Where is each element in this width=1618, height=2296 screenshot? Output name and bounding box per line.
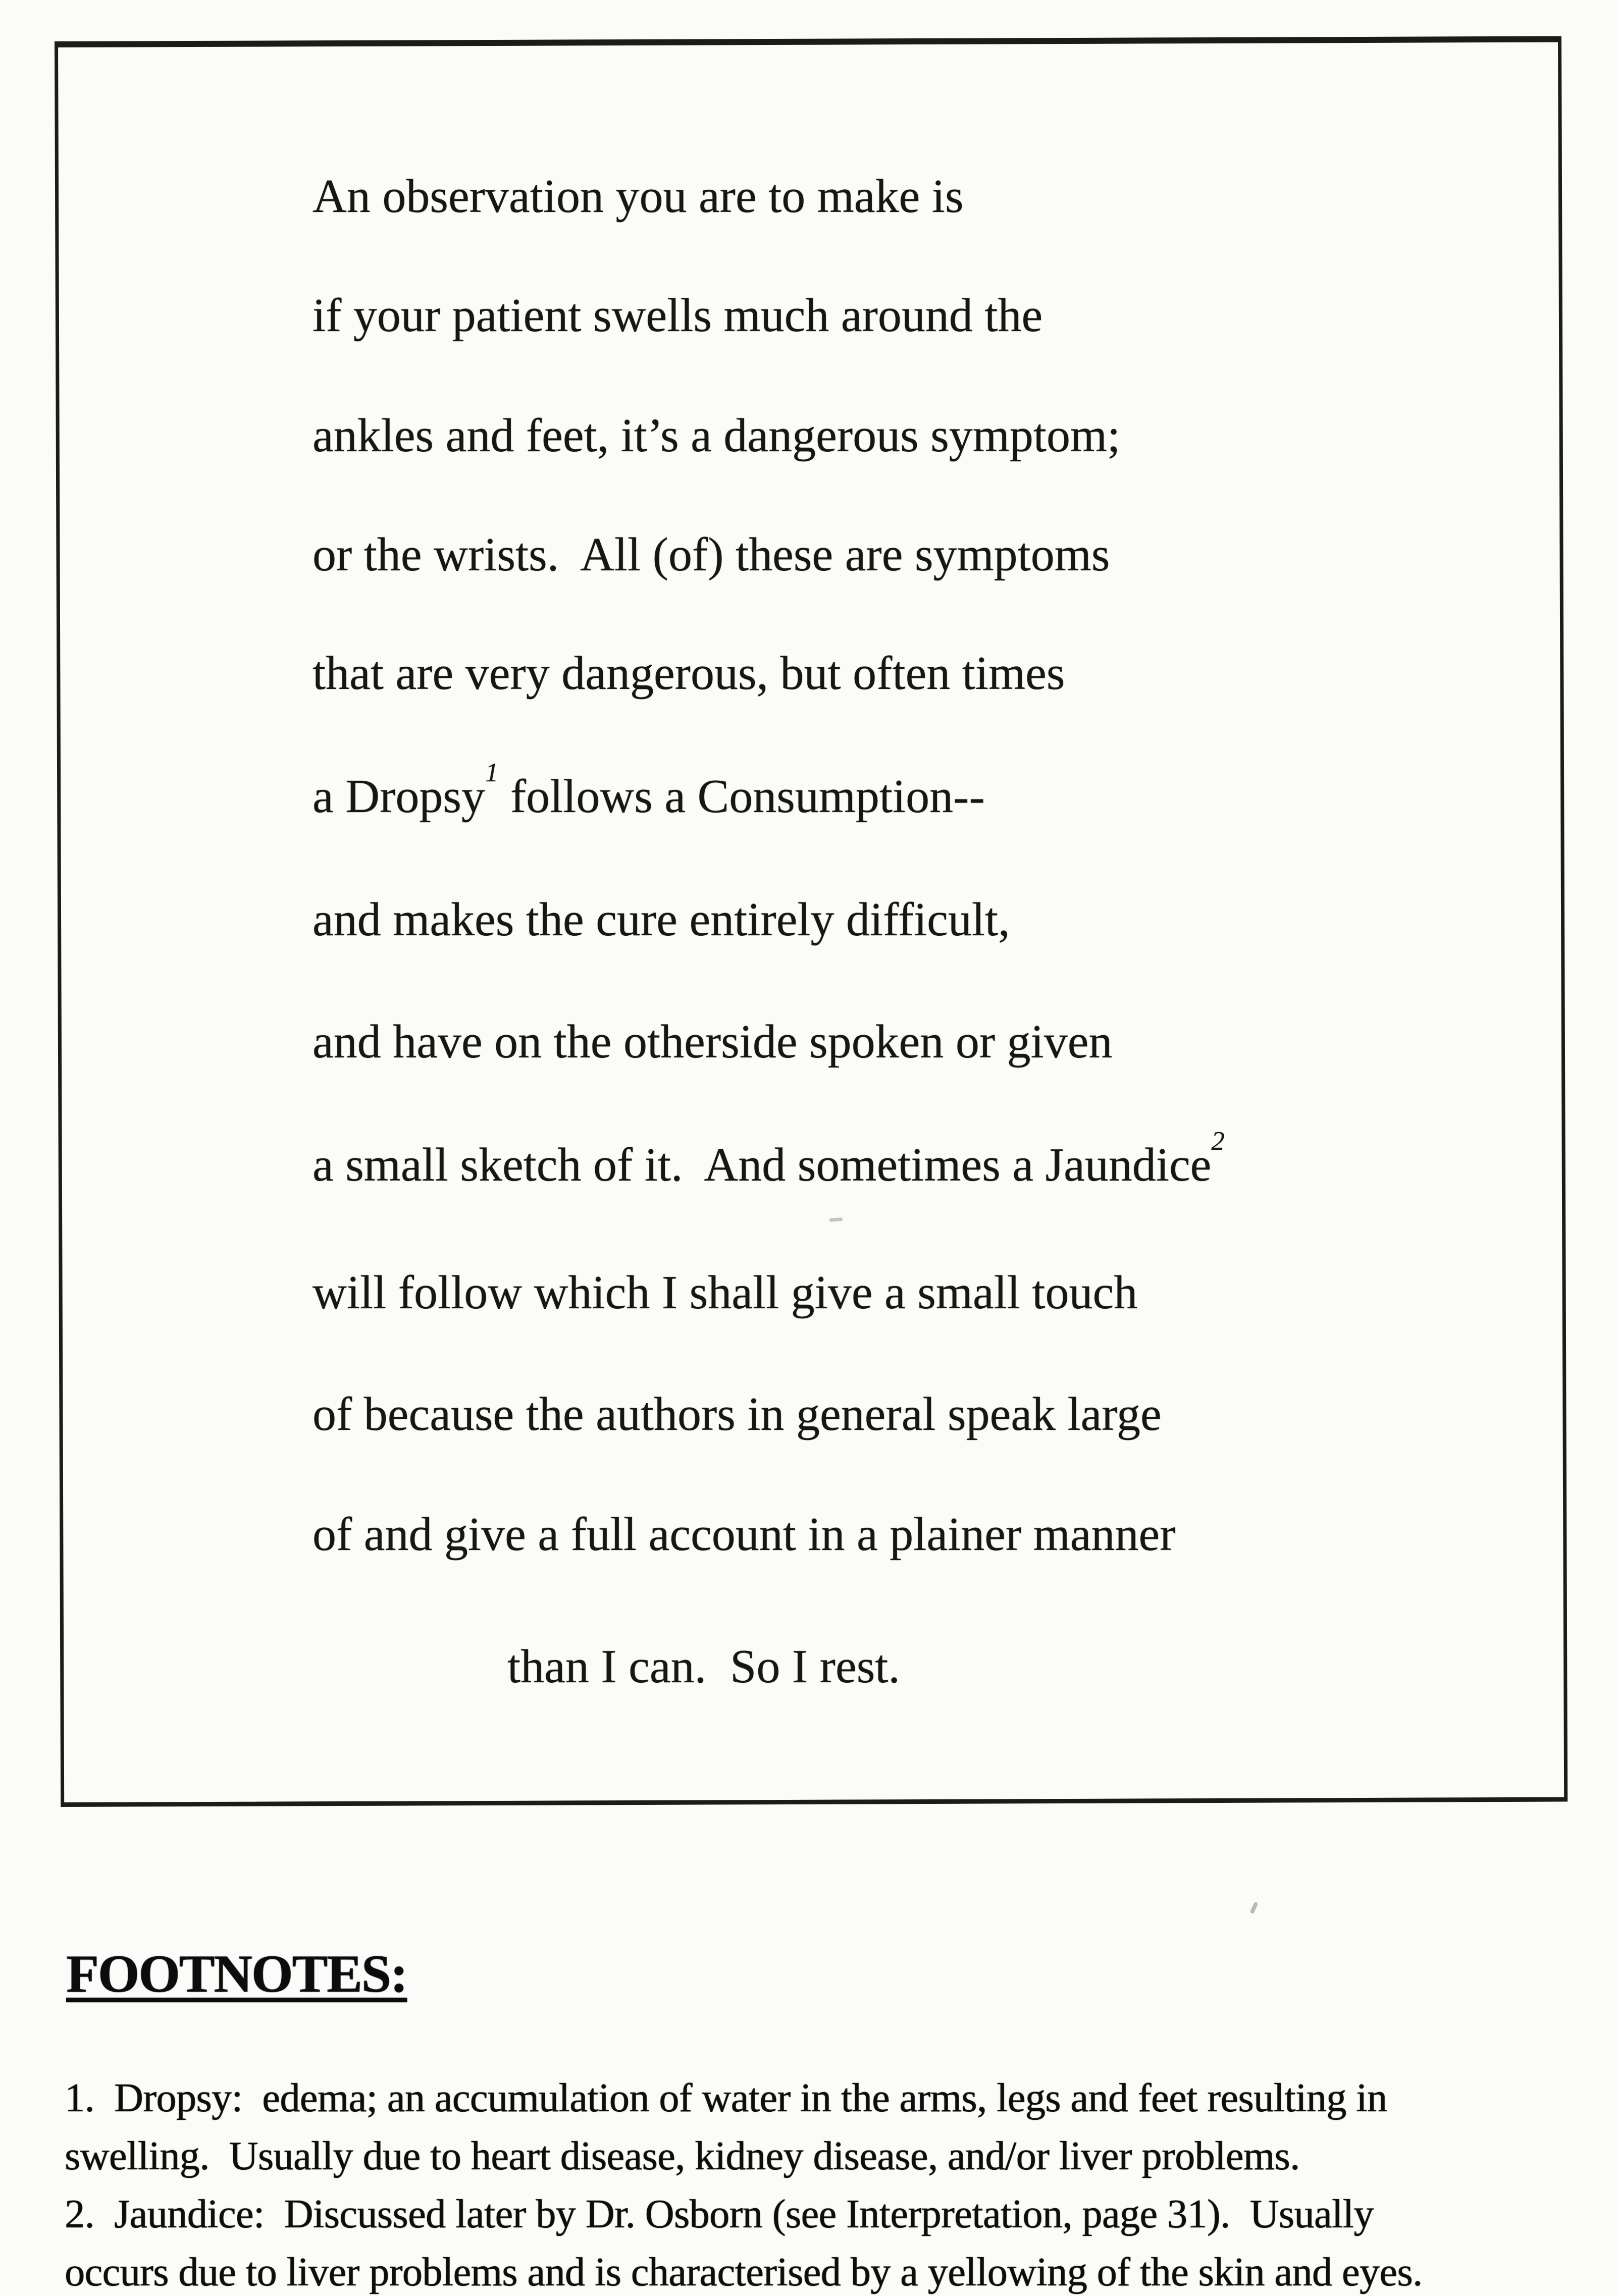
line-text: ankles and feet, it’s a dangerous symptom; [312, 409, 1121, 462]
footnote-line-1: 1. Dropsy: edema; an accumulation of water in the arms, legs and feet resulting in [65, 2076, 1387, 2120]
line-text: An observation you are to make is [312, 170, 964, 223]
footnote-line-2: swelling. Usually due to heart disease, kidney disease, and/or liver problems. [65, 2134, 1300, 2178]
verse-line-7 [312, 895, 1010, 944]
verse-line-13 [507, 1642, 900, 1691]
line-text: and makes the cure entirely difficult, [312, 893, 1010, 946]
line-text: a Dropsy [312, 770, 485, 823]
scan-artifact-tick [1249, 1901, 1258, 1914]
line-text: if your patient swells much around the [312, 289, 1043, 342]
verse-line-5 [312, 649, 1065, 698]
line-text: and have on the otherside spoken or given [312, 1016, 1113, 1068]
line-text: follows a Consumption-- [498, 770, 985, 823]
line-text: that are very dangerous, but often times [312, 647, 1065, 700]
line-text: than I can. So I rest. [507, 1640, 900, 1693]
footnote-marker-2: 2 [1211, 1126, 1225, 1156]
footnote-marker-1: 1 [485, 758, 499, 787]
verse-line-2 [312, 291, 1042, 340]
verse-line-10 [312, 1268, 1137, 1317]
verse-line-11 [312, 1390, 1162, 1438]
line-text: a small sketch of it. And sometimes a Jaundice [312, 1139, 1212, 1191]
verse-line-8 [312, 1018, 1113, 1066]
verse-line-6 [312, 758, 985, 823]
verse-line-12 [312, 1510, 1176, 1559]
footnote-line-4: occurs due to liver problems and is characterised by a yellowing of the skin and eyes. [65, 2250, 1423, 2294]
verse-line-4 [312, 530, 1110, 579]
line-text: of and give a full account in a plainer manner [312, 1508, 1176, 1561]
verse-line-3 [312, 411, 1120, 460]
verse-line-1 [312, 172, 964, 221]
footnote-line-3: 2. Jaundice: Discussed later by Dr. Osborn (see Interpretation, page 31). Usually [65, 2192, 1374, 2236]
verse-line-9 [312, 1126, 1225, 1191]
footnotes-heading: FOOTNOTES: [66, 1944, 407, 2003]
line-text: will follow which I shall give a small touch [312, 1266, 1138, 1319]
line-text: of because the authors in general speak large [312, 1388, 1162, 1440]
line-text: or the wrists. All (of) these are symptoms [312, 528, 1110, 581]
